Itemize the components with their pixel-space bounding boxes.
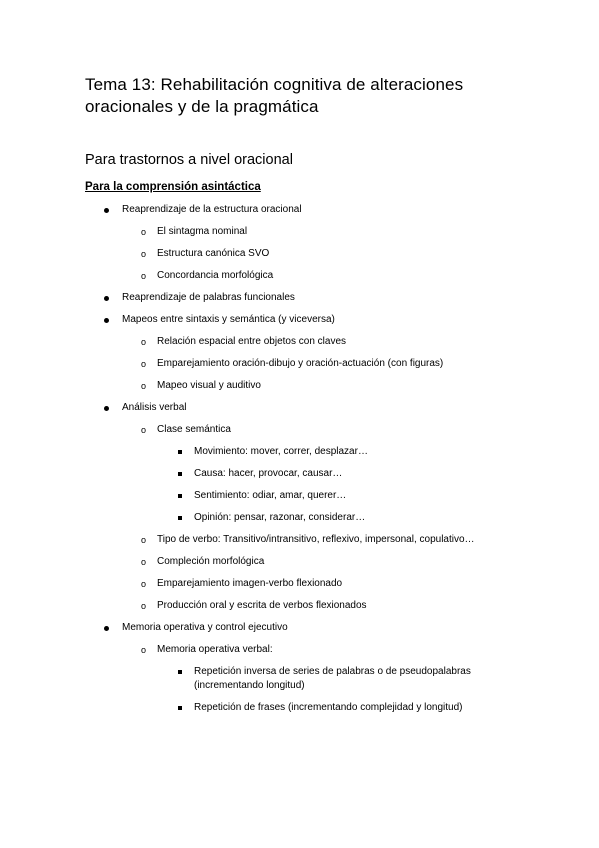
document-page: Tema 13: Rehabilitación cognitiva de alteraciones oracionales y de la pragmática Para trastornos a nivel oracional Para la comprensión asintáctica Reaprendizaje de la estructura oracional o El sintagma nominal o Estructura canónica SVO o Concordancia morfológica Reaprendizaje de palabras funcionales Mapeos entre sintaxis y semántica (y viceversa) o Relación espacial entre objetos con claves o Emparejamiento oración-dibujo y oración-actuación (con figuras) o Mapeo visual y auditivo Análisis verbal o Clase semántica Movimiento: mover, correr, desplazar… Causa: hacer, provocar, causar… Sentimiento: odiar, amar, querer… Opinión: pensar, razonar, considerar… o Tipo de verbo: Transitivo/intransitivo, reflexivo, impersonal, copulativo… o Compleción morfológica o Emparejamiento imagen-verbo flexionado o Producción oral y escrita de verbos flexionados Memoria operativa y control ejecutivo o Memoria operativa verbal: Repetición inversa de series de palabras o de pseudopalabras (incrementando longitud) Repetición de frases (incrementando complejidad y longitud) <box>0 0 599 848</box>
bullet-disc-icon <box>104 208 109 213</box>
bullet-disc-icon <box>104 406 109 411</box>
section-heading: Para trastornos a nivel oracional <box>85 152 293 168</box>
bullet-square-icon <box>178 516 182 520</box>
bullet-square-icon <box>178 472 182 476</box>
bullet-circle-icon: o <box>141 249 147 259</box>
bullet-circle-icon: o <box>141 381 147 391</box>
page-title: Tema 13: Rehabilitación cognitiva de alteraciones oracionales y de la pragmática <box>85 75 464 116</box>
bullet-circle-icon: o <box>141 557 147 567</box>
subsection-heading: Para la comprensión asintáctica <box>85 181 261 193</box>
bullet-circle-icon: o <box>141 359 147 369</box>
bullet-circle-icon: o <box>141 601 147 611</box>
bullet-square-icon <box>178 670 182 674</box>
bullet-circle-icon: o <box>141 425 147 435</box>
bullet-disc-icon <box>104 626 109 631</box>
bullet-circle-icon: o <box>141 645 147 655</box>
bullet-square-icon <box>178 706 182 710</box>
bullet-circle-icon: o <box>141 227 147 237</box>
bullet-square-icon <box>178 450 182 454</box>
bullet-disc-icon <box>104 318 109 323</box>
bullet-square-icon <box>178 494 182 498</box>
bullet-disc-icon <box>104 296 109 301</box>
bullet-circle-icon: o <box>141 337 147 347</box>
bullet-circle-icon: o <box>141 271 147 281</box>
bullet-circle-icon: o <box>141 535 147 545</box>
bullet-circle-icon: o <box>141 579 147 589</box>
